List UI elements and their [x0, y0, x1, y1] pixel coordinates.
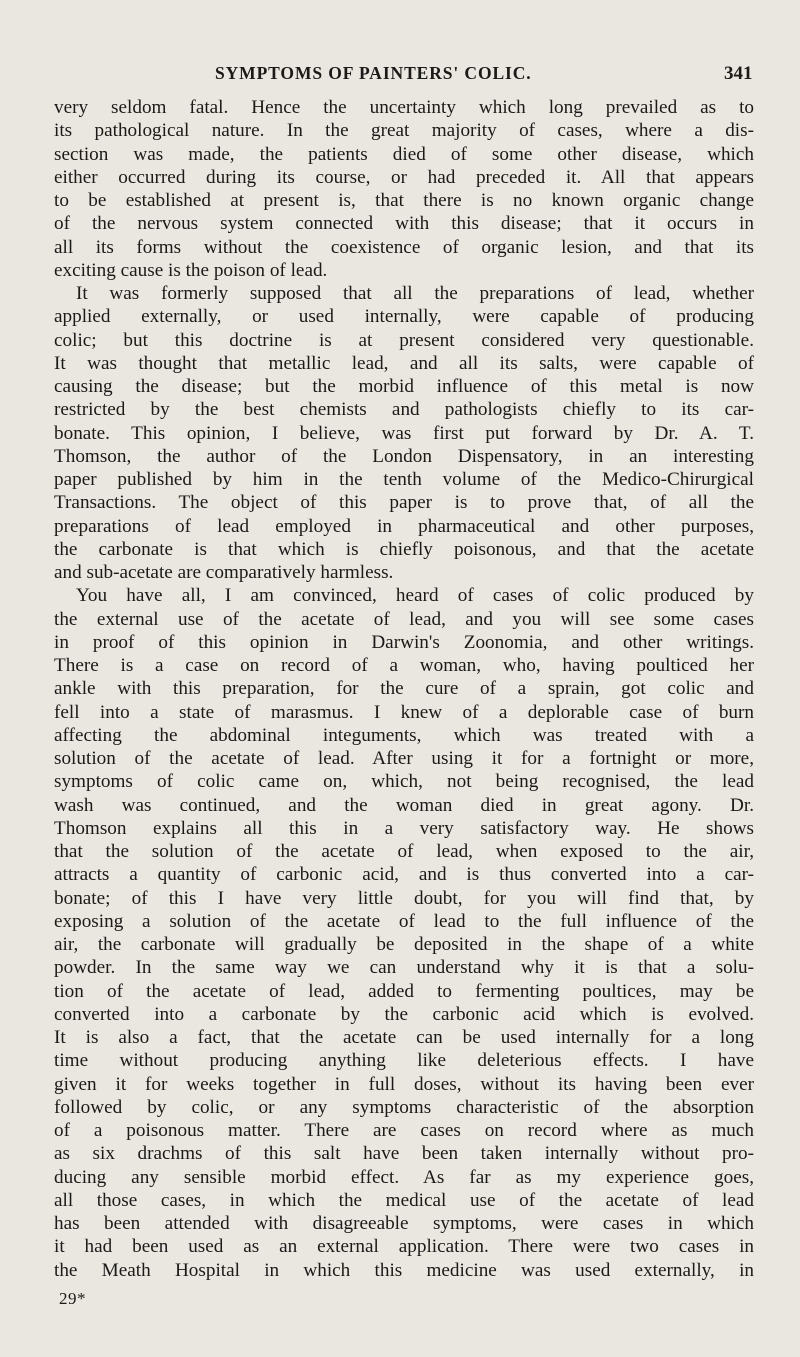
text-line: affecting the abdominal integuments, which was treated with a — [54, 724, 754, 746]
text-line: as six drachms of this salt have been taken internally without pro- — [54, 1143, 754, 1165]
text-line: It was formerly supposed that all the preparations of lead, whether — [76, 283, 754, 304]
text-line: the Meath Hospital in which this medicine was used externally, in — [54, 1259, 754, 1281]
text-line: all those cases, in which the medical use of the acetate of lead — [54, 1189, 754, 1211]
text-line: air, the carbonate will gradually be deposited in the shape of a white — [54, 934, 754, 955]
text-line: You have all, I am convinced, heard of cases of colic produced by — [76, 585, 754, 607]
text-line: time without producing anything like deleterious effects. I have — [54, 1050, 754, 1072]
text-line: attracts a quantity of carbonic acid, and is thus converted into a car- — [54, 864, 754, 886]
text-line: colic; but this doctrine is at present considered very questionable. — [54, 329, 754, 351]
text-line: Transactions. The object of this paper is to prove that, of all the — [54, 492, 754, 514]
text-line: bonate; of this I have very little doubt, for you will find that, by — [54, 887, 754, 909]
text-line: that the solution of the acetate of lead, when exposed to the air, — [54, 841, 754, 862]
text-line: exposing a solution of the acetate of lead to the full influence of the — [54, 910, 754, 932]
text-line: of the nervous system connected with this disease; that it occurs in — [54, 213, 754, 235]
text-line: converted into a carbonate by the carbonic acid which is evolved. — [54, 1003, 754, 1025]
text-line: given it for weeks together in full doses, without its having been ever — [54, 1073, 754, 1095]
text-line: it had been used as an external application. There were two cases in — [54, 1236, 754, 1258]
text-line: restricted by the best chemists and pathologists chiefly to its car- — [54, 399, 754, 421]
text-line: Thomson, the author of the London Dispensatory, in an interesting — [54, 445, 754, 467]
text-line: and sub-acetate are comparatively harmless. — [54, 562, 394, 583]
text-line: applied externally, or used internally, were capable of producing — [54, 306, 754, 328]
text-line: of a poisonous matter. There are cases on record where as much — [54, 1120, 754, 1141]
text-line: Thomson explains all this in a very satisfactory way. He shows — [54, 817, 754, 839]
text-line: symptoms of colic came on, which, not being recognised, the lead — [54, 771, 754, 793]
signature-mark: 29* — [59, 1289, 86, 1308]
text-line: in proof of this opinion in Darwin's Zoonomia, and other writings. — [54, 631, 754, 653]
text-line: either occurred during its course, or had preceded it. All that appears — [54, 166, 754, 188]
text-line: powder. In the same way we can understand why it is that a solu- — [54, 957, 754, 979]
text-line: section was made, the patients died of some other disease, which — [54, 143, 754, 165]
text-line: ankle with this preparation, for the cure of a sprain, got colic and — [54, 678, 754, 700]
text-line: bonate. This opinion, I believe, was first put forward by Dr. A. T. — [54, 422, 754, 444]
text-line: exciting cause is the poison of lead. — [54, 259, 328, 281]
text-line: its pathological nature. In the great majority of cases, where a dis- — [54, 120, 754, 142]
text-line: to be established at present is, that there is no known organic change — [54, 190, 754, 211]
text-line: tion of the acetate of lead, added to fermenting poultices, may be — [54, 980, 754, 1002]
page-number: 341 — [724, 63, 753, 84]
running-title: SYMPTOMS OF PAINTERS' COLIC. — [215, 63, 532, 83]
text-line: It is also a fact, that the acetate can be used internally for a long — [54, 1027, 754, 1048]
text-line: all its forms without the coexistence of organic lesion, and that its — [54, 236, 754, 258]
text-line: followed by colic, or any symptoms characteristic of the absorption — [54, 1096, 754, 1118]
text-line: very seldom fatal. Hence the uncertainty which long prevailed as to — [54, 97, 754, 118]
text-line: preparations of lead employed in pharmaceutical and other purposes, — [54, 515, 754, 537]
text-line: the carbonate is that which is chiefly poisonous, and that the acetate — [54, 538, 754, 560]
text-line: the external use of the acetate of lead, and you will see some cases — [54, 608, 754, 630]
text-line: solution of the acetate of lead. After using it for a fortnight or more, — [54, 748, 754, 769]
body-text — [54, 96, 754, 1282]
text-line: paper published by him in the tenth volume of the Medico-Chirurgical — [54, 469, 754, 490]
text-line: causing the disease; but the morbid influence of this metal is now — [54, 376, 754, 397]
text-line: wash was continued, and the woman died in great agony. Dr. — [54, 794, 754, 816]
text-line: has been attended with disagreeable symptoms, were cases in which — [54, 1213, 754, 1234]
text-line: It was thought that metallic lead, and all its salts, were capable of — [54, 352, 754, 374]
text-line: fell into a state of marasmus. I knew of a deplorable case of burn — [54, 701, 754, 723]
text-line: There is a case on record of a woman, who, having poulticed her — [54, 655, 754, 676]
text-line: ducing any sensible morbid effect. As far as my experience goes, — [54, 1166, 754, 1188]
running-head — [0, 63, 800, 87]
